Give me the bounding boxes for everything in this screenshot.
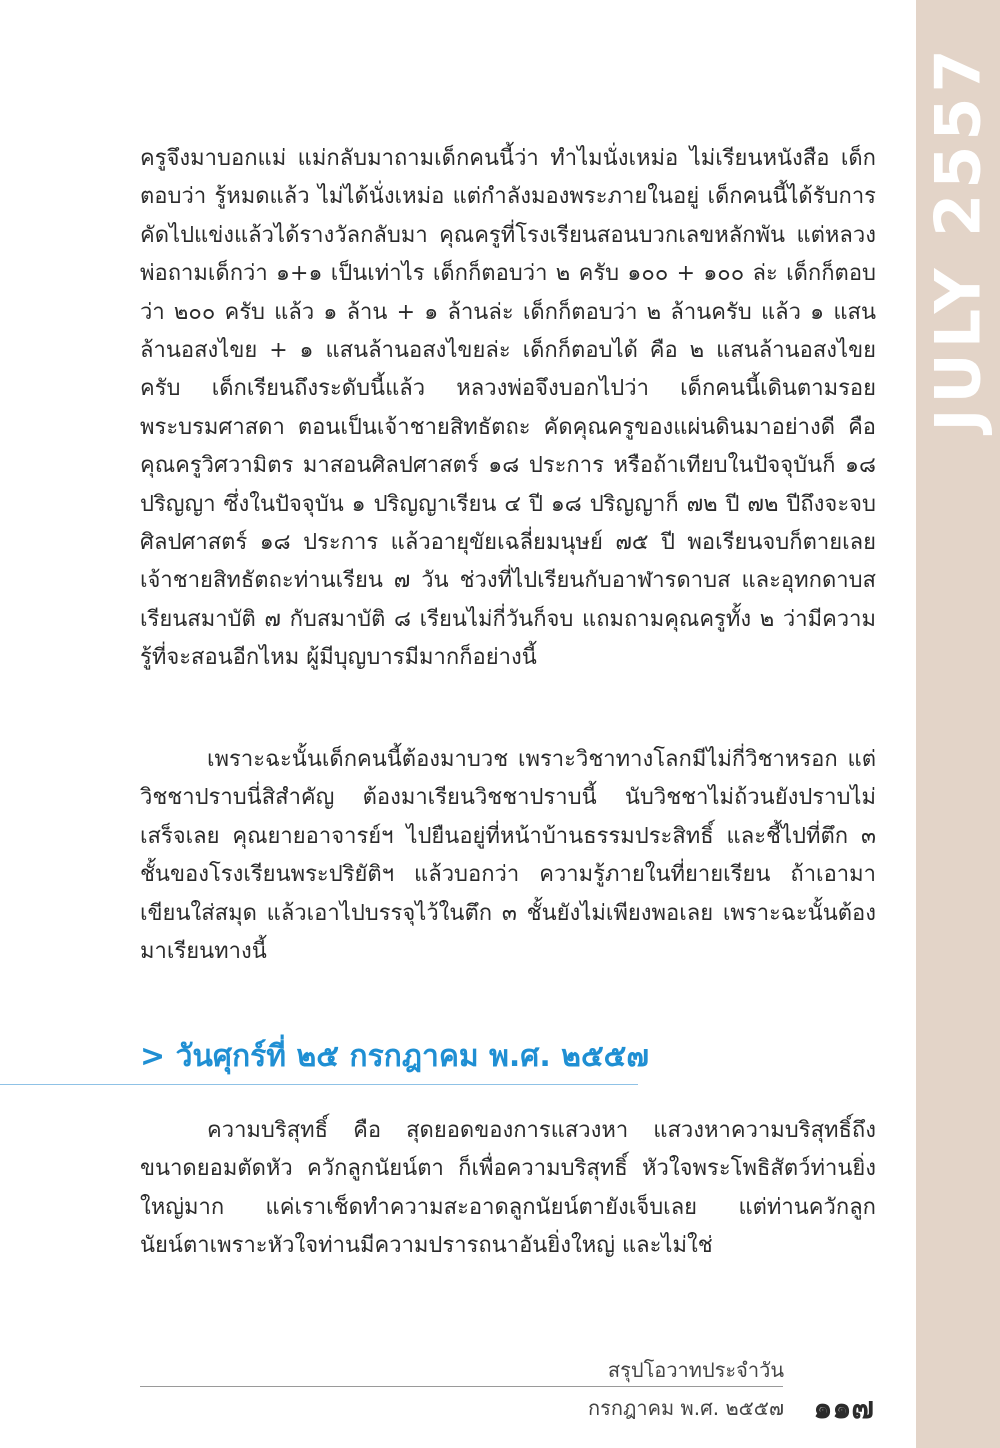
footer-divider (140, 1386, 783, 1387)
paragraph: เพราะฉะนั้นเด็กคนนี้ต้องมาบวช เพราะวิชาทางโลกมีไม่กี่วิชาหรอก แต่วิชชาปราบนี่สิสำคัญ ต้องมาเรียนวิชชาปราบนี้ นับวิชชาไม่ถ้วนยังปราบไม่เสร็จเลย คุณยายอาจารย์ฯ ไปยืนอยู่ที่หน้าบ้านธรรมประสิทธิ์ และชี้ไปที่ตึก ๓ ชั้นของโรงเรียนพระปริยัติฯ แล้วบอกว่า ความรู้ภายในที่ยายเรียน ถ้าเอามาเขียนใส่สมุด แล้วเอาไปบรรจุไว้ในตึก ๓ ชั้นยังไม่เพียงพอเลย เพราะฉะนั้นต้องมาเรียนทางนี้ (140, 747, 876, 965)
body-block-2 (140, 741, 876, 971)
heading-divider (0, 1084, 638, 1085)
side-tab-label: JULY 2557 (921, 44, 995, 432)
paragraph: ความบริสุทธิ์ คือ สุดยอดของการแสวงหา แสวงหาความบริสุทธิ์ถึงขนาดยอมตัดหัว ควักลูกนัยน์ตา ก็เพื่อความบริสุทธิ์ หัวใจพระโพธิสัตว์ท่านยิ่งใหญ่มาก แค่เราเช็ดทำความสะอาดลูกนัยน์ตายังเจ็บเลย แต่ท่านควักลูกนัยน์ตาเพราะหัวใจท่านมีความปรารถนาอันยิ่งใหญ่ และไม่ใช่ (140, 1118, 876, 1259)
body-block-3 (140, 1112, 876, 1266)
section-heading: > วันศุกร์ที่ ๒๕ กรกฎาคม พ.ศ. ๒๕๕๗ (140, 1039, 649, 1074)
page-number: ๑๑๗ (813, 1391, 874, 1426)
paragraph: ครูจึงมาบอกแม่ แม่กลับมาถามเด็กคนนี้ว่า ทำไมนั่งเหม่อ ไม่เรียนหนังสือ เด็กตอบว่า รู้หมดแล้ว ไม่ได้นั่งเหม่อ แต่กำลังมองพระภายในอยู่ เด็กคนนี้ได้รับการคัดไปแข่งแล้วได้รางวัลกลับมา คุณครูที่โรงเรียนสอนบวกเลขหลักพัน แต่หลวงพ่อถามเด็กว่า ๑+๑ เป็นเท่าไร เด็กก็ตอบว่า ๒ ครับ ๑๐๐ + ๑๐๐ ล่ะ เด็กก็ตอบว่า ๒๐๐ ครับ แล้ว ๑ ล้าน + ๑ ล้านล่ะ เด็กก็ตอบว่า ๒ ล้านครับ แล้ว ๑ แสนล้านอสงไขย + ๑ แสนล้านอสงไขยล่ะ เด็กก็ตอบได้ คือ ๒ แสนล้านอสงไขยครับ เด็กเรียนถึงระดับนี้แล้ว หลวงพ่อจึงบอกไปว่า เด็กคนนี้เดินตามรอยพระบรมศาสดา ตอนเป็นเจ้าชายสิทธัตถะ คัดคุณครูของแผ่นดินมาอย่างดี คือ คุณครูวิศวามิตร มาสอนศิลปศาสตร์ ๑๘ ประการ หรือถ้าเทียบในปัจจุบันก็ ๑๘ ปริญญา ซึ่งในปัจจุบัน ๑ ปริญญาเรียน ๔ ปี ๑๘ ปริญญาก็ ๗๒ ปี ๗๒ ปีถึงจะจบศิลปศาสตร์ ๑๘ ประการ แล้วอายุขัยเฉลี่ยมนุษย์ ๗๕ ปี พอเรียนจบก็ตายเลย เจ้าชายสิทธัตถะท่านเรียน ๗ วัน ช่วงที่ไปเรียนกับอาฬารดาบส และอุทกดาบส เรียนสมาบัติ ๗ กับสมาบัติ ๘ เรียนไม่กี่วันก็จบ แถมถามคุณครูทั้ง ๒ ว่ามีความรู้ที่จะสอนอีกไหม ผู้มีบุญบารมีมากก็อย่างนี้ (140, 146, 876, 671)
body-block-1 (140, 140, 876, 678)
footer-book-title: สรุปโอวาทประจำวัน (607, 1358, 784, 1382)
footer-date: กรกฎาคม พ.ศ. ๒๕๕๗ (588, 1396, 784, 1420)
